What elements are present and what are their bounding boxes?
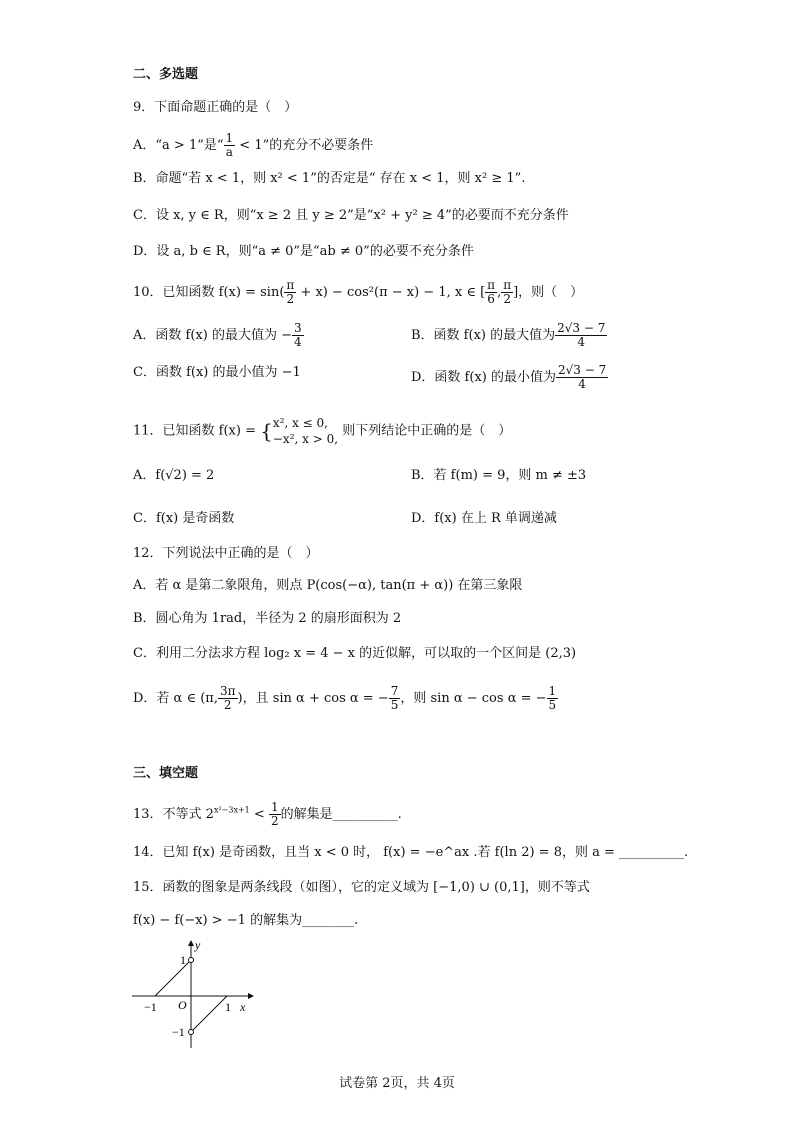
x-axis-label: x <box>240 1000 246 1014</box>
q12-d-num1: 3π <box>219 684 236 698</box>
x-axis-arrow-icon <box>248 993 254 999</box>
q11-option-c: C．f(x) 是奇函数 <box>133 511 235 526</box>
q11-stem <box>133 414 511 448</box>
q15-graph <box>128 938 258 1058</box>
q12-d-frac-3 <box>547 685 559 712</box>
q12-d-den2: 5 <box>390 698 399 712</box>
q11-stem-pre: 11．已知函数 f(x) = <box>133 423 256 439</box>
q12-d-pre: D．若 α ∈ (π, <box>133 691 218 706</box>
page-footer: 试卷第 2页，共 4页 <box>339 1076 455 1091</box>
q10-frac-pi2 <box>284 279 296 306</box>
q12-d-frac-2 <box>389 685 401 712</box>
q9-a-den: a <box>225 145 233 159</box>
q13-den: 2 <box>270 814 279 828</box>
q11-option-b: B．若 f(m) = 9，则 m ≠ ±3 <box>411 468 587 483</box>
q10-option-d <box>411 364 608 391</box>
q10-b-pre: B．函数 f(x) 的最大值为 <box>411 328 556 343</box>
q13-pre: 13．不等式 2 <box>133 807 214 822</box>
tick-y-1: 1 <box>180 953 186 967</box>
q10-pi: π <box>286 278 295 292</box>
q10-stem-post: ]，则（ ） <box>513 285 584 300</box>
q12-option-d <box>133 685 558 712</box>
origin-label: O <box>178 998 187 1012</box>
y-axis-arrow-icon <box>188 940 194 946</box>
q11-option-a: A．f(√2) = 2 <box>133 468 215 483</box>
q9-a-num: 1 <box>225 131 234 145</box>
q13-fraction <box>269 801 281 828</box>
section-heading-multi-choice: 二、多选题 <box>133 67 199 82</box>
q11-cases <box>273 415 338 447</box>
q10-two-b: 2 <box>503 292 511 306</box>
q12-d-mid2: ，则 sin α − cos α = − <box>400 691 547 706</box>
q10-frac-pi2-b <box>501 279 513 306</box>
q10-d-pre: D．函数 f(x) 的最小值为 <box>411 370 556 385</box>
q10-two: 2 <box>286 292 295 306</box>
q9-option-c: C．设 x, y ∈ R，则“x ≥ 2 且 y ≥ 2”是“x² + y² ≥ 4”的必要而不充分条件 <box>133 208 569 223</box>
q14: 14．已知 f(x) 是奇函数，且当 x < 0 时， f(x) = −e^ax .若 f(ln 2) = 8，则 a = __________. <box>133 845 689 860</box>
q10-pi-c: π <box>503 278 512 292</box>
q11-option-d: D．f(x) 在上 R 单调递减 <box>411 511 557 526</box>
q12-d-den1: 2 <box>223 698 232 712</box>
q10-comma: , <box>497 285 502 300</box>
open-point-top <box>189 958 194 963</box>
q12-d-mid: )，且 sin α + cos α = − <box>237 691 389 706</box>
q9-option-a <box>133 132 373 159</box>
q12-d-num2: 7 <box>390 684 399 698</box>
q10-d-fraction <box>556 364 608 391</box>
q12-d-frac-1 <box>218 685 238 712</box>
q10-b-fraction <box>555 322 607 349</box>
q12-option-b: B．圆心角为 1rad，半径为 2 的扇形面积为 2 <box>133 611 402 626</box>
q10-d-den: 4 <box>578 377 586 391</box>
q10-b-num: 2√3 − 7 <box>557 321 606 335</box>
q15-line-2: f(x) − f(−x) > −1 的解集为________. <box>133 913 359 928</box>
q9-stem: 9．下面命题正确的是（ ） <box>133 100 298 115</box>
q13-num: 1 <box>270 800 279 814</box>
q10-frac-pi6 <box>485 279 497 306</box>
q11-case-1: x², x ≤ 0, <box>272 416 328 430</box>
q10-stem-pre: 10．已知函数 f(x) = sin( <box>133 285 285 300</box>
q13-post: 的解集是__________. <box>280 807 402 822</box>
q9-option-d: D．设 a, b ∈ R，则“a ≠ 0”是“ab ≠ 0”的必要不充分条件 <box>133 244 474 259</box>
q12-stem: 12．下列说法中正确的是（ ） <box>133 546 319 561</box>
q10-stem-mid: + x) − cos²(π − x) − 1, x ∈ [ <box>296 285 486 300</box>
q10-option-a <box>133 322 304 349</box>
q10-pi-b: π <box>487 278 496 292</box>
tick-x-1: 1 <box>225 1000 231 1014</box>
q10-six: 6 <box>487 292 495 306</box>
q12-option-a: A．若 α 是第二象限角，则点 P(cos(−α), tan(π + α)) 在第三象限 <box>133 578 523 593</box>
q12-d-den3: 5 <box>548 698 557 712</box>
q10-a-pre: A．函数 f(x) 的最大值为 − <box>133 328 292 343</box>
q10-b-den: 4 <box>577 335 586 349</box>
y-axis-label: y <box>195 938 201 952</box>
q9-a-post: < 1”的充分不必要条件 <box>235 138 374 153</box>
q10-a-fraction <box>292 322 304 349</box>
q10-option-c: C．函数 f(x) 的最小值为 −1 <box>133 365 301 380</box>
q10-option-b <box>411 322 607 349</box>
q9-a-pre: A．“a > 1”是“ <box>133 138 224 153</box>
q9-a-fraction <box>224 132 236 159</box>
q13 <box>133 801 402 828</box>
q10-a-den: 4 <box>293 335 302 349</box>
q9-option-b: B．命题“若 x < 1，则 x² < 1”的否定是“ 存在 x < 1，则 x² ≥ 1”. <box>133 171 526 186</box>
q10-stem <box>133 279 583 306</box>
open-point-bottom <box>189 1030 194 1035</box>
q12-d-num3: 1 <box>548 684 557 698</box>
q15-line-1: 15．函数的图象是两条线段（如图），它的定义域为 [−1,0) ∪ (0,1]，则不等式 <box>133 880 590 895</box>
q10-d-num: 2√3 − 7 <box>557 363 607 377</box>
q11-stem-post: 则下列结论中正确的是（ ） <box>342 423 512 439</box>
tick-x-neg-1: −1 <box>144 1000 157 1014</box>
q10-a-num: 3 <box>293 321 302 335</box>
q12-option-c: C．利用二分法求方程 log₂ x = 4 − x 的近似解，可以取的一个区间是 (2,3) <box>133 646 577 661</box>
q13-mid: < <box>249 807 269 822</box>
section-heading-fill-in: 三、填空题 <box>133 766 199 781</box>
q11-brace: { <box>260 419 273 443</box>
segment-right <box>191 996 227 1032</box>
q11-case-2: −x², x > 0, <box>272 432 339 446</box>
q13-exponent: x²−3x+1 <box>213 805 250 815</box>
tick-y-neg-1: −1 <box>172 1025 185 1039</box>
